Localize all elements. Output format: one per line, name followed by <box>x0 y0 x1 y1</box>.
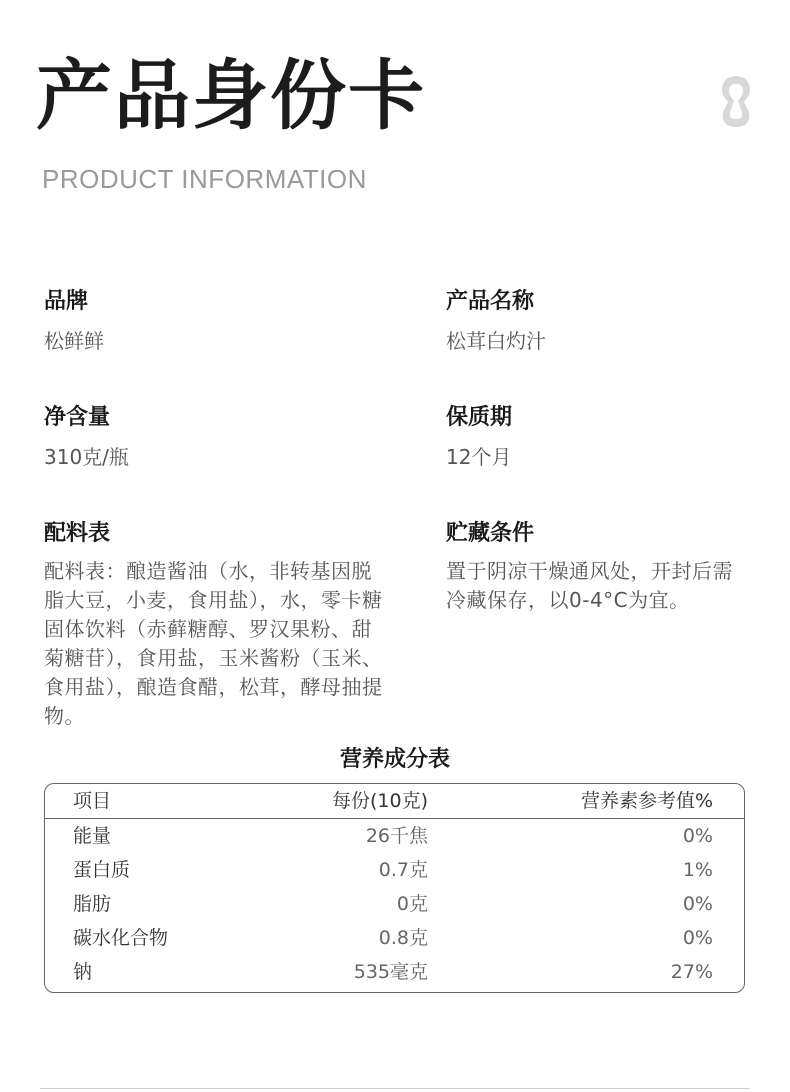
field-label: 配料表 <box>44 521 111 546</box>
nutrient-nrv: 0% <box>682 893 713 915</box>
nutrient-nrv: 0% <box>682 927 713 949</box>
field-label: 净含量 <box>44 405 111 430</box>
field-product-name <box>446 284 790 356</box>
field-shelf-life <box>446 400 790 472</box>
nutrition-table <box>44 783 745 993</box>
nutrient-amount: 0.7克 <box>378 859 428 881</box>
nutrient-name: 碳水化合物 <box>73 927 169 949</box>
bottom-divider <box>40 1088 750 1089</box>
page-title: 产品身份卡 <box>36 51 426 140</box>
nutrient-name: 脂肪 <box>73 893 112 915</box>
table-row <box>45 887 744 921</box>
table-row <box>45 853 744 887</box>
nutrient-amount: 26千焦 <box>365 825 428 847</box>
field-label: 品牌 <box>44 289 89 314</box>
field-brand <box>44 284 394 356</box>
nutrient-amount: 0.8克 <box>378 927 428 949</box>
nutrient-name: 蛋白质 <box>73 859 131 881</box>
nutrient-name: 能量 <box>73 825 112 847</box>
field-value: 310克/瓶 <box>44 445 129 469</box>
page-subtitle: PRODUCT INFORMATION <box>42 164 367 194</box>
table-row <box>45 819 744 853</box>
nutrition-title: 营养成分表 <box>339 747 450 772</box>
field-ingredients <box>44 516 389 731</box>
table-row <box>45 921 744 955</box>
nutrient-nrv: 1% <box>682 859 713 881</box>
field-storage <box>446 516 746 615</box>
table-row <box>45 955 744 989</box>
brand-mark-icon <box>716 72 756 130</box>
field-value: 12个月 <box>446 445 512 469</box>
nutrient-nrv: 0% <box>682 825 713 847</box>
table-header-row <box>45 784 744 819</box>
field-value: 松茸白灼汁 <box>446 329 546 353</box>
field-label: 保质期 <box>446 405 513 430</box>
column-header-per-serving: 每份(10克) <box>331 790 428 812</box>
nutrient-nrv: 27% <box>670 961 713 983</box>
column-header-nrv: 营养素参考值% <box>580 790 713 812</box>
field-label: 贮藏条件 <box>446 521 535 546</box>
field-label: 产品名称 <box>446 289 535 314</box>
table-body <box>45 819 744 989</box>
field-net-content <box>44 400 394 472</box>
nutrient-amount: 535毫克 <box>353 961 428 983</box>
nutrient-name: 钠 <box>73 961 93 983</box>
column-header-item: 项目 <box>73 790 112 812</box>
field-value: 配料表：酿造酱油（水，非转基因脱脂大豆，小麦，食用盐），水，零卡糖固体饮料（赤藓糖醇、罗汉果粉、甜菊糖苷），食用盐，玉米酱粉（玉米、食用盐），酿造食醋，松茸，酵母抽提物。 <box>44 559 383 728</box>
nutrient-amount: 0克 <box>396 893 428 915</box>
field-value: 松鲜鲜 <box>44 329 104 353</box>
field-value: 置于阴凉干燥通风处，开封后需冷藏保存，以0-4°C为宜。 <box>446 559 733 612</box>
